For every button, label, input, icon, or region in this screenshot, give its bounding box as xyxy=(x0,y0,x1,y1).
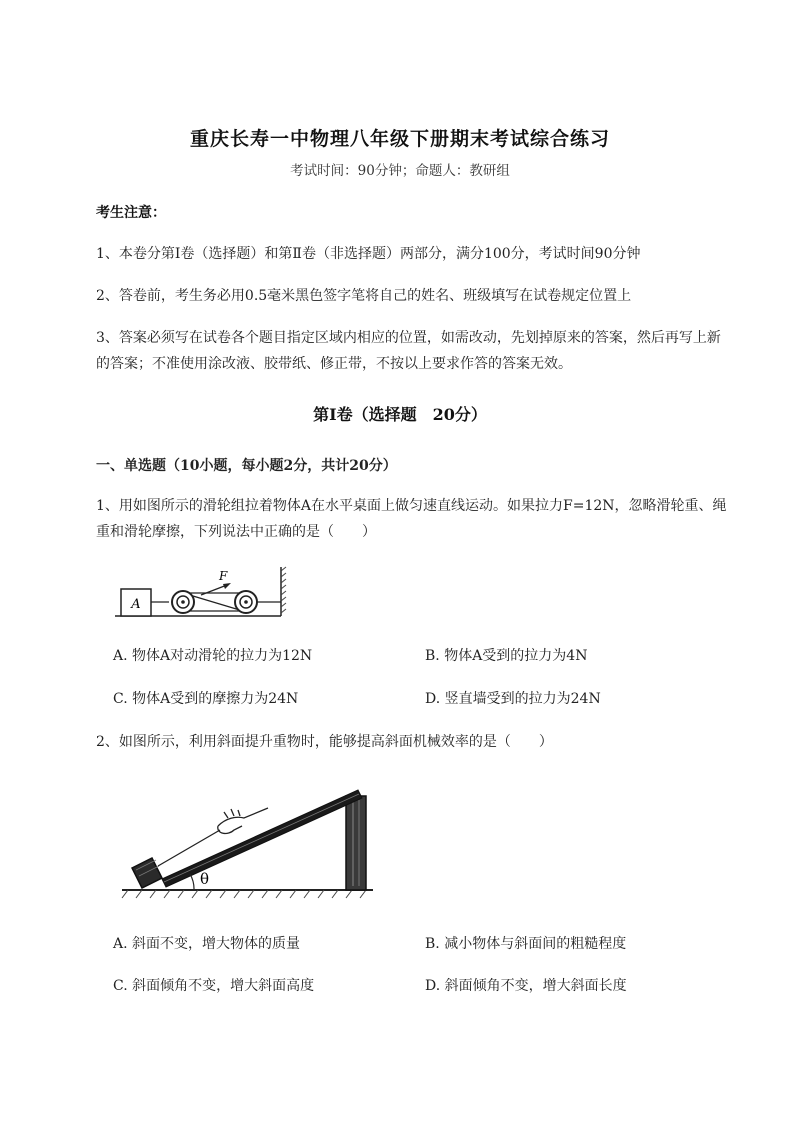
q1-stem-line1: 1、用如图所示的滑轮组拉着物体A在水平桌面上做匀速直线运动。如果拉力F=12N，忽略滑轮重、绳 xyxy=(96,498,727,514)
incline-figure xyxy=(118,778,388,908)
angle-label: θ xyxy=(200,870,210,888)
notice-item-2: 2、答卷前，考生务必用0.5毫米黑色签字笔将自己的姓名、班级填写在试卷规定位置上 xyxy=(96,288,632,304)
notice-item-1: 1、本卷分第Ⅰ卷（选择题）和第Ⅱ卷（非选择题）两部分，满分100分，考试时间90分钟 xyxy=(96,246,641,262)
notice-heading: 考生注意： xyxy=(96,205,166,221)
q2-stem: 2、如图所示，利用斜面提升重物时，能够提高斜面机械效率的是（ ） xyxy=(96,734,553,750)
q1-option-b[interactable]: B. 物体A受到的拉力为4N xyxy=(425,648,588,664)
q1-option-d[interactable]: D. 竖直墙受到的拉力为24N xyxy=(425,691,601,707)
exam-info: 考试时间：90分钟；命题人：教研组 xyxy=(290,163,510,179)
page-title: 重庆长寿一中物理八年级下册期末考试综合练习 xyxy=(189,128,610,150)
part-heading: 一、单选题（10小题，每小题2分，共计20分） xyxy=(96,458,397,474)
section-title: 第Ⅰ卷（选择题 20分） xyxy=(313,405,487,424)
support-post xyxy=(346,796,366,890)
notice-item-3: 3、答案必须写在试卷各个题目指定区域内相应的位置，如需改动，先划掉原来的答案，然后再写上新 xyxy=(96,330,721,346)
q1-stem-line2: 重和滑轮摩擦，下列说法中正确的是（ ） xyxy=(96,524,376,540)
hand xyxy=(218,808,268,833)
notice-item-3-cont: 的答案；不准使用涂改液、胶带纸、修正带，不按以上要求作答的答案无效。 xyxy=(96,356,572,372)
q2-option-d[interactable]: D. 斜面倾角不变，增大斜面长度 xyxy=(425,978,627,994)
q2-option-b[interactable]: B. 减小物体与斜面间的粗糙程度 xyxy=(425,936,627,952)
block-a-label: A xyxy=(131,597,141,612)
q2-option-a[interactable]: A. 斜面不变，增大物体的质量 xyxy=(113,936,301,952)
incline-board xyxy=(162,790,362,887)
load-block xyxy=(132,858,162,888)
force-label: F xyxy=(219,569,228,583)
pulley-figure xyxy=(115,565,290,625)
q1-option-c[interactable]: C. 物体A受到的摩擦力为24N xyxy=(113,691,299,707)
q2-option-c[interactable]: C. 斜面倾角不变，增大斜面高度 xyxy=(113,978,315,994)
q1-option-a[interactable]: A. 物体A对动滑轮的拉力为12N xyxy=(113,648,313,664)
